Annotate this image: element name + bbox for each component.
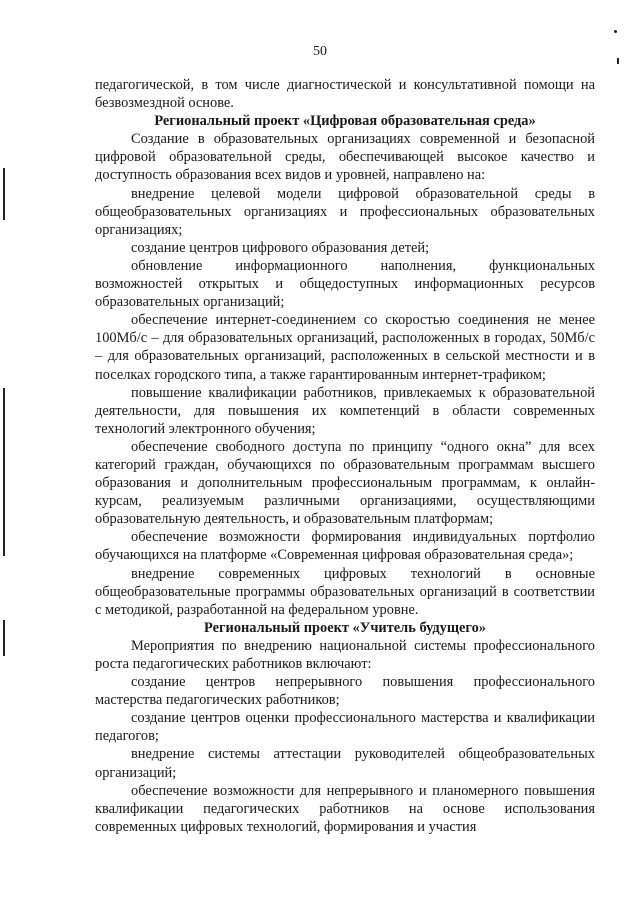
- list-item: обеспечение возможности для непрерывного и планомерного повышения квалификации педагогических работников на основе использования современных цифровых технологий, формирования и участия: [95, 782, 595, 835]
- paragraph: Создание в образовательных организациях современной и безопасной цифровой образовательной среды, обеспечивающей высокое качество и доступность образования всех видов и уровней, направлено на:: [95, 131, 595, 184]
- list-item: создание центров непрерывного повышения профессионального мастерства педагогических работников;: [95, 674, 595, 709]
- scan-margin-line: [3, 168, 5, 220]
- scan-speck: [614, 30, 617, 33]
- section-heading-teacher-of-future: Региональный проект «Учитель будущего»: [204, 619, 486, 636]
- section-heading-digital-environment: Региональный проект «Цифровая образовательная среда»: [154, 113, 536, 130]
- list-item: внедрение системы аттестации руководителей общеобразовательных организаций;: [95, 746, 595, 781]
- list-item: внедрение целевой модели цифровой образовательной среды в общеобразовательных организациях и профессиональных образовательных организациях;: [95, 185, 595, 238]
- page-number: 50: [313, 44, 327, 59]
- list-item: обеспечение возможности формирования индивидуальных портфолио обучающихся на платформе «Современная цифровая образовательная среда»;: [95, 529, 595, 564]
- list-item: обновление информационного наполнения, функциональных возможностей открытых и общедоступных информационных ресурсов образовательных организаций;: [95, 257, 595, 311]
- list-item: повышение квалификации работников, привлекаемых к образовательной деятельности, для повышения их компетенций в области современных технологий электронного обучения;: [95, 384, 595, 437]
- scan-margin-line: [3, 620, 5, 656]
- document-body: [95, 76, 595, 836]
- scan-speck: [617, 58, 619, 64]
- list-item: создание центров цифрового образования детей;: [131, 239, 430, 256]
- paragraph-continuation: педагогической, в том числе диагностической и консультативной помощи на безвозмездной основе.: [95, 77, 595, 112]
- list-item: создание центров оценки профессионального мастерства и квалификации педагогов;: [95, 710, 595, 745]
- scan-margin-line: [3, 388, 5, 556]
- list-item: обеспечение интернет-соединением со скоростью соединения не менее 100Мб/с – для образовательных организаций, расположенных в городах, 50Мб/с – для образовательных организаций, расположенных в сельской местности и в поселках городского типа, а также гарантированным интернет-трафиком;: [95, 312, 595, 383]
- list-item: внедрение современных цифровых технологий в основные общеобразовательные программы образовательных организаций в соответствии с методикой, разработанной на федеральном уровне.: [95, 565, 595, 618]
- list-item: обеспечение свободного доступа по принципу “одного окна” для всех категорий граждан, обучающихся по образовательным программам высшего образования и дополнительным профессиональным программам, к онлайн-курсам, реализуемым различными организациями, осуществляющими образовательную деятельность, и образовательным платформам;: [95, 438, 595, 528]
- paragraph: Мероприятия по внедрению национальной системы профессионального роста педагогических работников включают:: [95, 637, 595, 672]
